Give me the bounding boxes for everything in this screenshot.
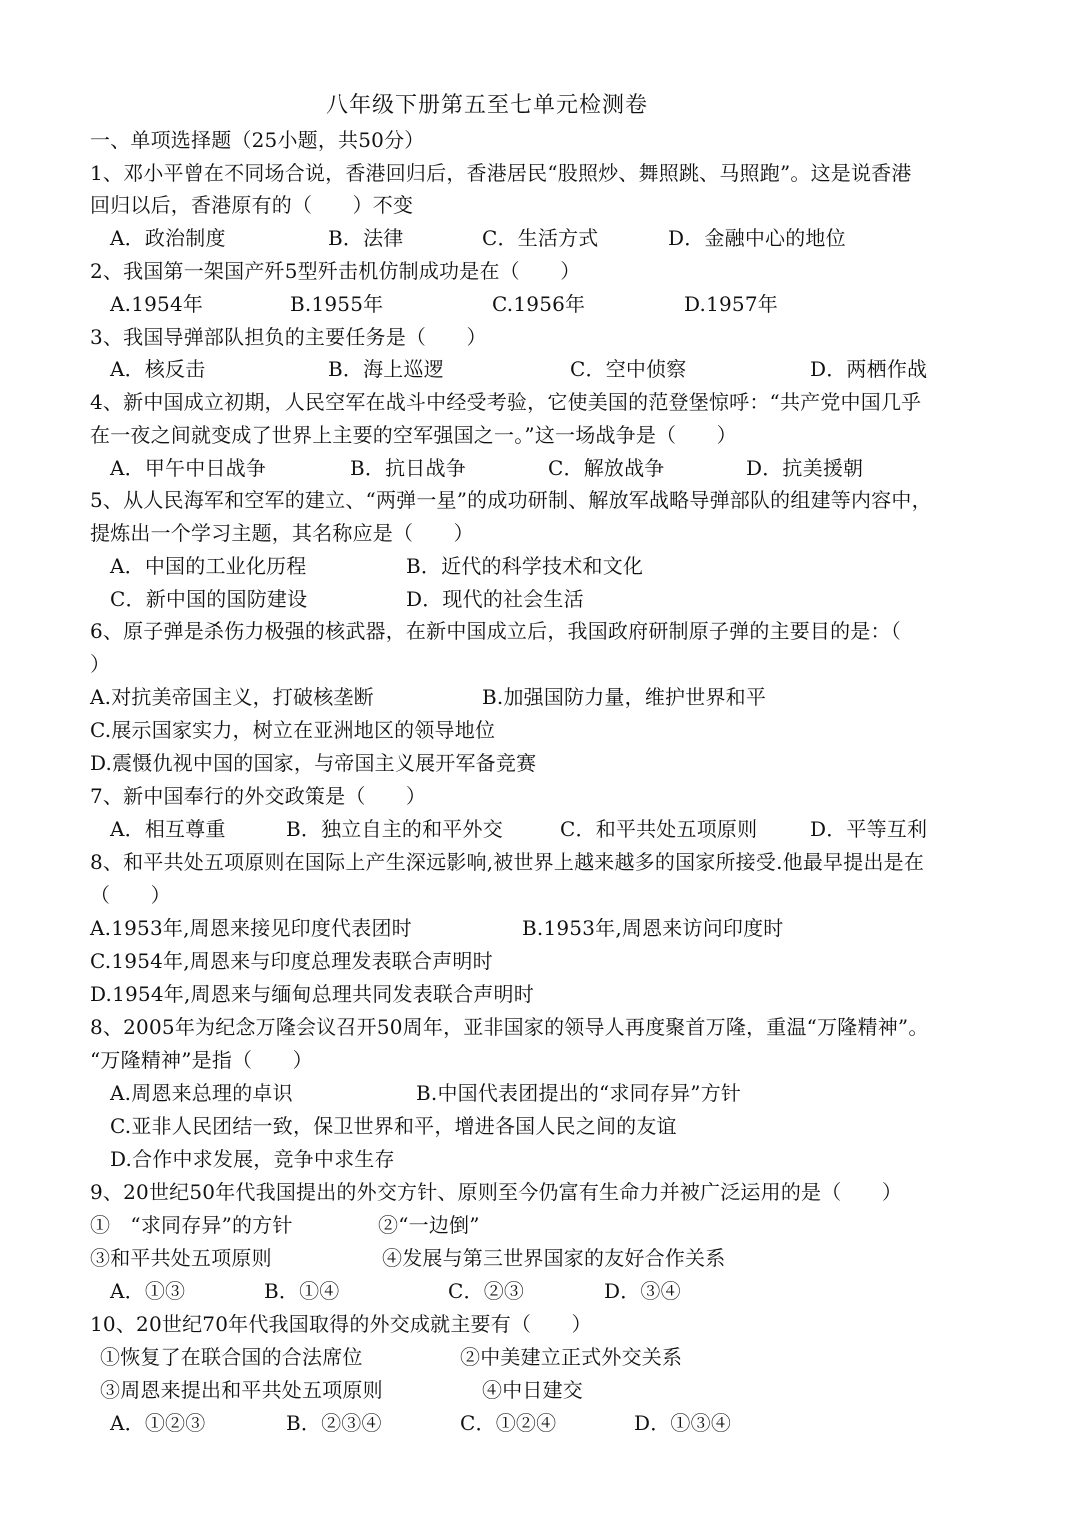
q1-option-d: D．金融中心的地位: [668, 226, 846, 250]
q10-stem: 10、20世纪70年代我国取得的外交成就主要有（ ）: [90, 1312, 592, 1336]
q5-stem-line2: 提炼出一个学习主题，其名称应是（ ）: [90, 521, 474, 545]
q7-stem: 7、新中国奉行的外交政策是（ ）: [90, 784, 427, 808]
q10-option-c: C．①②④: [460, 1411, 557, 1435]
q9-option-d: D．③④: [604, 1279, 681, 1303]
q9-statement-1: ① “求同存异”的方针: [90, 1213, 293, 1237]
q8-option-b: B.1953年,周恩来访问印度时: [522, 916, 784, 940]
q9-option-b: B．①④: [264, 1279, 340, 1303]
q8b-option-a: A.周恩来总理的卓识: [110, 1081, 293, 1105]
q8-option-d: D.1954年,周恩来与缅甸总理共同发表联合声明时: [90, 982, 534, 1006]
q3-option-c: C．空中侦察: [570, 357, 687, 381]
section-heading: 一、单项选择题（25小题，共50分）: [90, 128, 425, 152]
q8b-option-c: C.亚非人民团结一致，保卫世界和平，增进各国人民之间的友谊: [110, 1114, 677, 1138]
q3-option-b: B．海上巡逻: [328, 357, 444, 381]
q9-option-a: A．①③: [110, 1279, 186, 1303]
q5-stem-line1: 5、从人民海军和空军的建立、“两弹一星”的成功研制、解放军战略导弹部队的组建等内容中，: [90, 488, 932, 512]
q8b-stem-line1: 8、2005年为纪念万隆会议召开50周年，亚非国家的领导人再度聚首万隆，重温“万隆精神”。: [90, 1015, 929, 1039]
q4-option-a: A．甲午中日战争: [110, 456, 267, 480]
q10-option-a: A．①②③: [110, 1411, 206, 1435]
q1-option-c: C．生活方式: [482, 226, 599, 250]
q6-stem-line1: 6、原子弹是杀伤力极强的核武器，在新中国成立后，我国政府研制原子弹的主要目的是：（: [90, 619, 901, 643]
q6-option-c: C.展示国家实力，树立在亚洲地区的领导地位: [90, 718, 496, 742]
q5-option-b: B．近代的科学技术和文化: [406, 554, 644, 578]
q9-option-c: C．②③: [448, 1279, 525, 1303]
q8-stem-line1: 8、和平共处五项原则在国际上产生深远影响,被世界上越来越多的国家所接受.他最早提出是在: [90, 850, 925, 874]
q4-stem-line2: 在一夜之间就变成了世界上主要的空军强国之一。”这一场战争是（ ）: [90, 423, 737, 447]
q9-stem: 9、20世纪50年代我国提出的外交方针、原则至今仍富有生命力并被广泛运用的是（ ）: [90, 1180, 903, 1204]
q9-statement-4: ④发展与第三世界国家的友好合作关系: [382, 1246, 726, 1270]
q1-option-a: A．政治制度: [110, 226, 226, 250]
q7-option-b: B．独立自主的和平外交: [286, 817, 503, 841]
q1-stem-line1: 1、邓小平曾在不同场合说，香港回归后，香港居民“股照炒、舞照跳、马照跑”。这是说香港: [90, 161, 912, 185]
q3-option-a: A．核反击: [110, 357, 206, 381]
q4-option-b: B．抗日战争: [350, 456, 466, 480]
q10-statement-4: ④中日建交: [482, 1378, 583, 1402]
q5-option-c: C．新中国的国防建设: [110, 587, 308, 611]
q5-option-d: D．现代的社会生活: [406, 587, 584, 611]
q2-option-a: A.1954年: [110, 292, 204, 316]
q4-option-c: C．解放战争: [548, 456, 665, 480]
q3-stem: 3、我国导弹部队担负的主要任务是（ ）: [90, 325, 487, 349]
q6-option-d: D.震慑仇视中国的国家，与帝国主义展开军备竞赛: [90, 751, 537, 775]
q2-option-b: B.1955年: [290, 292, 384, 316]
q10-statement-2: ②中美建立正式外交关系: [460, 1345, 683, 1369]
q2-stem: 2、我国第一架国产歼5型歼击机仿制成功是在（ ）: [90, 259, 581, 283]
q3-option-d: D．两栖作战: [810, 357, 928, 381]
q9-statement-3: ③和平共处五项原则: [90, 1246, 272, 1270]
q4-stem-line1: 4、新中国成立初期，人民空军在战斗中经受考验，它使美国的范登堡惊呼：“共产党中国几乎: [90, 390, 922, 414]
q9-statement-2: ②“一边倒”: [378, 1213, 480, 1237]
q7-option-d: D．平等互利: [810, 817, 928, 841]
q6-stem-line2: ）: [90, 652, 111, 676]
q2-option-c: C.1956年: [492, 292, 586, 316]
q2-option-d: D.1957年: [684, 292, 778, 316]
q1-option-b: B．法律: [328, 226, 404, 250]
q6-option-a: A.对抗美帝国主义，打破核垄断: [90, 685, 374, 709]
q8b-option-b: B.中国代表团提出的“求同存异”方针: [416, 1081, 742, 1105]
q10-statement-3: ③周恩来提出和平共处五项原则: [100, 1378, 383, 1402]
q10-option-d: D．①③④: [634, 1411, 732, 1435]
q10-option-b: B．②③④: [286, 1411, 382, 1435]
q8-stem-line2: （ ）: [90, 883, 171, 907]
q5-option-a: A．中国的工业化历程: [110, 554, 307, 578]
q8b-stem-line2: “万隆精神”是指（ ）: [90, 1048, 313, 1072]
page-title: 八年级下册第五至七单元检测卷: [326, 93, 649, 118]
q8b-option-d: D.合作中求发展，竞争中求生存: [110, 1147, 395, 1171]
q8-option-a: A.1953年,周恩来接见印度代表团时: [90, 916, 412, 940]
q8-option-c: C.1954年,周恩来与印度总理发表联合声明时: [90, 949, 493, 973]
q10-statement-1: ①恢复了在联合国的合法席位: [100, 1345, 363, 1369]
q6-option-b: B.加强国防力量，维护世界和平: [482, 685, 767, 709]
q7-option-a: A．相互尊重: [110, 817, 226, 841]
q7-option-c: C．和平共处五项原则: [560, 817, 758, 841]
q1-stem-line2: 回归以后，香港原有的（ ）不变: [90, 193, 414, 217]
q4-option-d: D．抗美援朝: [746, 456, 864, 480]
